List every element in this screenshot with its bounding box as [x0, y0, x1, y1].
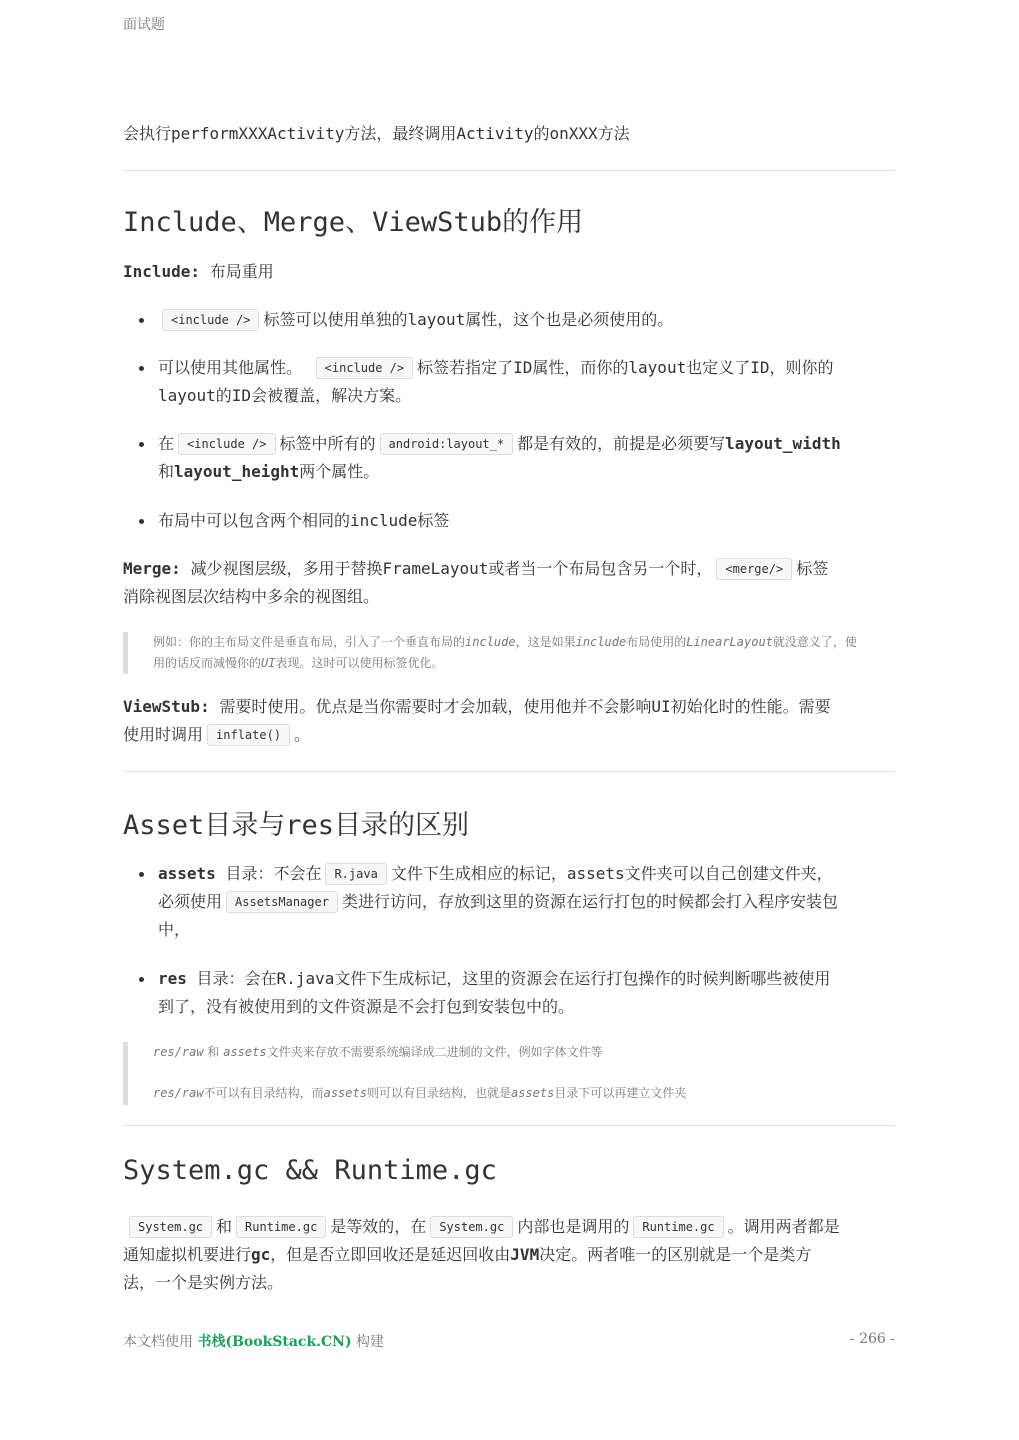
- merge-paragraph: Merge: 减少视图层级，多用于替换FrameLayout或者当一个布局包含另一个时， <merge/> 标签 消除视图层次结构中多余的视图组。: [123, 559, 829, 606]
- list-item: <include /> 标签可以使用单独的layout属性，这个也是必须使用的。: [158, 306, 895, 334]
- page-number: - 266 -: [849, 1331, 895, 1347]
- include-label: Include:: [123, 262, 201, 281]
- inline-code: AssetsManager: [226, 891, 338, 913]
- blockquote-include-example: 例如：你的主布局文件是垂直布局，引入了一个垂直布局的include，这是如果include布局使用的LinearLayout就没意义了，使 用的话反而减慢你的UI表现。这时可以使用标签优化。: [123, 632, 895, 674]
- inline-code: System.gc: [430, 1216, 513, 1238]
- inline-code: Runtime.gc: [236, 1216, 326, 1238]
- section-title-gc: System.gc && Runtime.gc: [123, 1155, 497, 1186]
- inline-code: <include />: [178, 433, 275, 455]
- inline-code: <merge/>: [716, 558, 792, 580]
- running-header: 面试题: [123, 17, 165, 33]
- inline-code: R.java: [325, 863, 386, 885]
- merge-label: Merge:: [123, 559, 181, 578]
- viewstub-paragraph: ViewStub: 需要时使用。优点是当你需要时才会加载，使用他并不会影响UI初始化时的性能。需要 使用时调用 inflate() 。: [123, 697, 831, 744]
- section-title-asset: Asset目录与res目录的区别: [123, 810, 470, 841]
- inline-code: Runtime.gc: [633, 1216, 723, 1238]
- intro-paragraph: 会执行performXXXActivity方法，最终调用Activity的onXXX方法: [123, 124, 630, 143]
- list-item: assets 目录：不会在 R.java 文件下生成相应的标记，assets文件夹可以自己创建文件夹， 必须使用 AssetsManager 类进行访问，存放到这里的资源在运行打包的时候都会打入程序安装包 中，: [158, 860, 895, 944]
- inline-code: <include />: [162, 309, 259, 331]
- inline-code: inflate(): [207, 724, 290, 746]
- list-item: 可以使用其他属性。 <include /> 标签若指定了ID属性，而你的layout也定义了ID，则你的 layout的ID会被覆盖，解决方案。: [158, 354, 895, 410]
- list-item: res 目录：会在R.java文件下生成标记，这里的资源会在运行打包操作的时候判断哪些被使用 到了，没有被使用到的文件资源是不会打包到安装包中的。: [158, 965, 895, 1021]
- footer-credit: 本文档使用 书栈(BookStack.CN) 构建: [123, 1334, 385, 1350]
- blockquote-asset-notes: res/raw 和 assets文件夹来存放不需要系统编译成二进制的文件，例如字体文件等 res/raw不可以有目录结构，而assets则可以有目录结构，也就是assets目录下可以再建立文件夹: [123, 1042, 895, 1105]
- viewstub-label: ViewStub:: [123, 697, 210, 716]
- divider: [123, 1125, 895, 1126]
- section-title-include: Include、Merge、ViewStub的作用: [123, 207, 584, 238]
- bookstack-link[interactable]: 书栈(BookStack.CN): [197, 1334, 352, 1350]
- divider: [123, 170, 895, 171]
- include-paragraph: [123, 258, 895, 286]
- list-item: 在 <include /> 标签中所有的 android:layout_* 都是有效的，前提是必须要写layout_width 和layout_height两个属性。: [158, 430, 895, 486]
- inline-code: System.gc: [129, 1216, 212, 1238]
- divider: [123, 771, 895, 772]
- list-item: 布局中可以包含两个相同的include标签: [158, 507, 895, 535]
- gc-paragraph: System.gc 和 Runtime.gc 是等效的，在 System.gc 内部也是调用的 Runtime.gc 。调用两者都是 通知虚拟机要进行gc，但是否立即回收还是延迟回收由JVM决定。两者唯一的区别就是一个是类方 法，一个是实例方法。: [123, 1217, 840, 1292]
- inline-code: android:layout_*: [380, 433, 514, 455]
- inline-code: <include />: [316, 357, 413, 379]
- include-desc: 布局重用: [209, 262, 274, 281]
